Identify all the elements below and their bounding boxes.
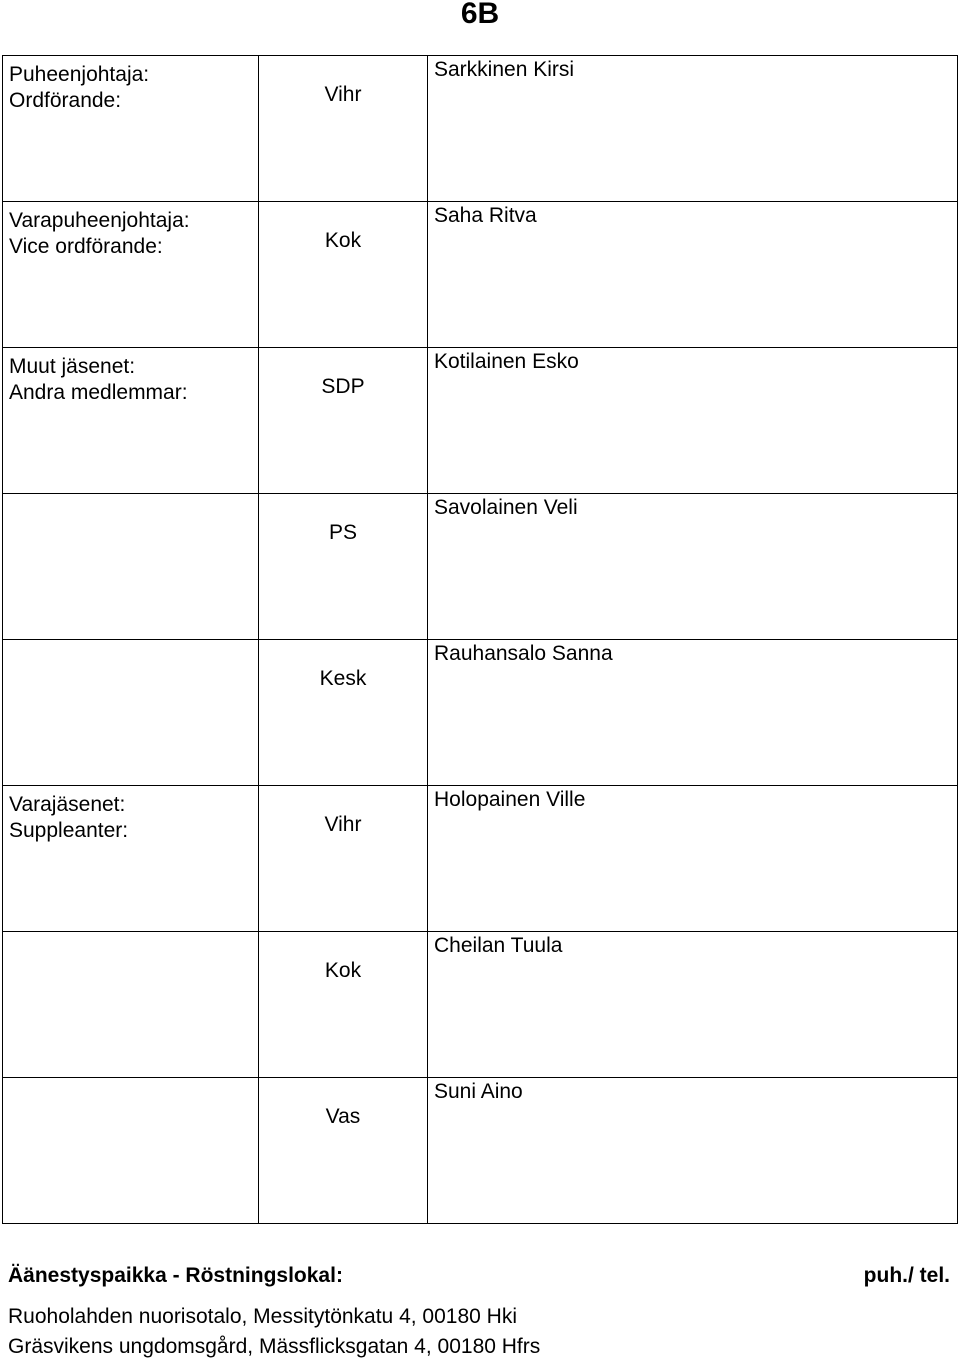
- party-cell: [259, 932, 428, 1078]
- member-name: Savolainen Veli: [434, 496, 578, 519]
- party-label: Vihr: [324, 83, 362, 106]
- party-cell: [259, 786, 428, 932]
- party-label: Kok: [324, 959, 362, 982]
- table-row: [3, 202, 958, 348]
- table-row: [3, 494, 958, 640]
- party-cell: [259, 56, 428, 202]
- party-label: SDP: [321, 375, 365, 398]
- member-name: Suni Aino: [434, 1080, 523, 1103]
- role-label-sv: Andra medlemmar:: [9, 381, 188, 404]
- name-cell: [428, 494, 958, 640]
- party-label: Vas: [325, 1105, 361, 1128]
- role-label-fi: Puheenjohtaja:: [9, 63, 150, 86]
- role-cell: [3, 202, 259, 348]
- role-label-sv: Ordförande:: [9, 89, 122, 112]
- table-row: [3, 56, 958, 202]
- role-cell: [3, 932, 259, 1078]
- polling-address-fi: Ruoholahden nuorisotalo, Messitytönkatu 4, 00180 Hki: [8, 1305, 517, 1328]
- member-name: Rauhansalo Sanna: [434, 642, 613, 665]
- party-label: Vihr: [324, 813, 362, 836]
- table-row: [3, 348, 958, 494]
- table-row: [3, 1078, 958, 1224]
- party-label: Kok: [324, 229, 362, 252]
- role-cell: [3, 786, 259, 932]
- role-label-sv: Suppleanter:: [9, 819, 129, 842]
- party-cell: [259, 1078, 428, 1224]
- name-cell: [428, 640, 958, 786]
- polling-address-sv: Gräsvikens ungdomsgård, Mässflicksgatan 4, 00180 Hfrs: [8, 1335, 541, 1358]
- role-cell: [3, 494, 259, 640]
- document-title: 6B: [460, 0, 500, 30]
- role-label-fi: Varapuheenjohtaja:: [9, 209, 190, 232]
- party-label: PS: [328, 521, 357, 544]
- party-cell: [259, 494, 428, 640]
- name-cell: [428, 348, 958, 494]
- table-row: [3, 640, 958, 786]
- table-row: [3, 932, 958, 1078]
- role-label-fi: Muut jäsenet:: [9, 355, 136, 378]
- member-name: Saha Ritva: [434, 204, 537, 227]
- role-cell: [3, 56, 259, 202]
- name-cell: [428, 786, 958, 932]
- role-cell: [3, 640, 259, 786]
- role-cell: [3, 348, 259, 494]
- name-cell: [428, 932, 958, 1078]
- name-cell: [428, 1078, 958, 1224]
- party-cell: [259, 348, 428, 494]
- member-name: Kotilainen Esko: [434, 350, 579, 373]
- member-name: Cheilan Tuula: [434, 934, 563, 957]
- committee-members-table: [2, 55, 958, 1224]
- party-label: Kesk: [319, 667, 367, 690]
- party-cell: [259, 202, 428, 348]
- member-name: Holopainen Ville: [434, 788, 586, 811]
- polling-place-heading: Äänestyspaikka - Röstningslokal:: [8, 1264, 343, 1287]
- phone-label: puh./ tel.: [863, 1264, 950, 1287]
- role-label-sv: Vice ordförande:: [9, 235, 163, 258]
- table-row: [3, 786, 958, 932]
- member-name: Sarkkinen Kirsi: [434, 58, 575, 81]
- party-cell: [259, 640, 428, 786]
- role-label-fi: Varajäsenet:: [9, 793, 126, 816]
- role-cell: [3, 1078, 259, 1224]
- name-cell: [428, 56, 958, 202]
- name-cell: [428, 202, 958, 348]
